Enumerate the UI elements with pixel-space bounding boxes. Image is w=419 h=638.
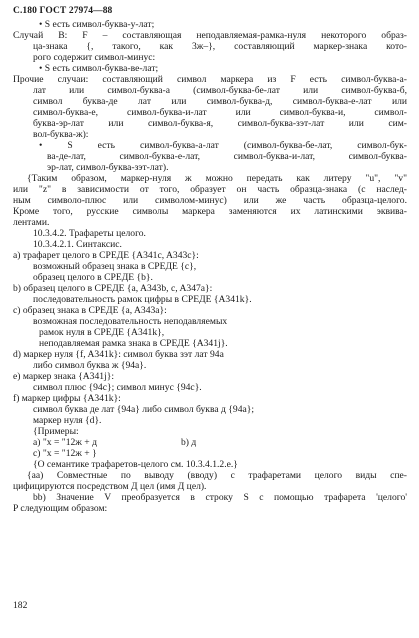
text-line: лат или символ-буква-а (символ-буква-бе-лат или символ-буква-б, — [33, 85, 407, 96]
syntax-rule: d) маркер нуля {f, A341k}: символ буква зэт лат 94a — [13, 349, 224, 360]
text-line: • S есть символ-буква-у-лат; — [39, 19, 155, 30]
example-line: a) "x = "12ж + д b) д — [33, 437, 197, 448]
text-line: вол-буква-ж): — [33, 129, 89, 140]
text-line: ца-знака {, такого, как 3ж–}, составляющий маркер-знака кото- — [33, 41, 407, 52]
text-line: или "z" в зависимости от того, образует он часть образца-знака (с наслед- — [13, 184, 407, 195]
text-line: лентами. — [13, 217, 50, 228]
text-line: символ-буква-е, символ-буква-и-лат или символ-буква-и, символ- — [33, 107, 407, 118]
document-body — [13, 19, 407, 514]
page-number: 182 — [13, 600, 28, 611]
syntax-line: маркер нуля {d}. — [33, 415, 102, 426]
examples-heading: {Примеры: — [33, 426, 79, 437]
text-line: bb) Значение V преобразуется в строку S с помощью трафарета 'целого' — [33, 492, 407, 503]
example-line: c) "x = "12ж + } — [33, 448, 97, 459]
syntax-line: символ плюс {94c}; символ минус {94c}. — [33, 382, 202, 393]
text-line: • S есть символ-буква-ве-лат; — [39, 63, 159, 74]
syntax-rule: f) маркер цифры {A341k}: — [13, 393, 121, 404]
text-line: ным символо-плюс или символом-минус) или же часть образца-целого. — [13, 195, 407, 206]
text-line: {aa) Совместные по выводу (вводу) с трафаретами целого виды спе- — [27, 470, 407, 481]
section-heading: 10.3.4.2.1. Синтаксис. — [33, 239, 122, 250]
text-line: буква-эр-лат или символ-буква-я, символ-буква-зэт-лат или сим- — [33, 118, 407, 129]
note-line: {О семантике трафаретов-целого см. 10.3.4.1.2.е.} — [33, 459, 238, 470]
syntax-line: возможный образец знака в СРЕДЕ {c}, — [33, 261, 197, 272]
syntax-line: неподавляемая рамка знака в СРЕДЕ {A341j}. — [39, 338, 228, 349]
text-line: • S есть символ-буква-а-лат (символ-буква-бе-лат, символ-бук- — [39, 140, 407, 151]
text-line: цифицируются посредством Д цел (имя Д цел). — [13, 481, 207, 492]
syntax-line: возможная последовательность неподавляемых — [33, 316, 228, 327]
syntax-line: рамок нуля в СРЕДЕ {A341k}, — [39, 327, 165, 338]
text-line: эр-лат, символ-буква-зэт-лат). — [47, 162, 169, 173]
text-line: Случай В: F – составляющая неподавляемая-рамка-нуля некоторого образ- — [13, 30, 407, 41]
text-line: Кроме того, русские символы маркера заменяются их латинскими эквива- — [13, 206, 407, 217]
section-heading: 10.3.4.2. Трафареты целого. — [33, 228, 146, 239]
text-line: {Таким образом, маркер-нуля ж можно передать как литеру "u", "v" — [27, 173, 407, 184]
text-line: символ буква-де лат или символ-буква-д, символ-буква-е-лат или — [33, 96, 407, 107]
syntax-rule: a) трафарет целого в СРЕДЕ {A341c, A343c}: — [13, 250, 199, 261]
syntax-line: либо символ буква ж {94a}. — [33, 360, 147, 371]
text-line: рого содержит символ-минус: — [33, 52, 156, 63]
syntax-rule: c) образец знака в СРЕДЕ {a, A343a}: — [13, 305, 167, 316]
syntax-line: символ буква де лат {94a} либо символ буква д {94a}; — [33, 404, 255, 415]
text-line: Прочие случаи: составляющий символ маркера из F есть символ-буква-а- — [13, 74, 407, 85]
text-line: ва-де-лат, символ-буква-е-лат, символ-буква-и-лат, символ-буква- — [47, 151, 407, 162]
syntax-rule: b) образец целого в СРЕДЕ {a, A343b, c, A347a}: — [13, 283, 213, 294]
syntax-line: образец целого в СРЕДЕ {b}. — [33, 272, 153, 283]
syntax-line: последовательность рамок цифры в СРЕДЕ {A341k}. — [33, 294, 252, 305]
syntax-rule: e) маркер знака {A341j}: — [13, 371, 115, 382]
page-header: С.180 ГОСТ 27974—88 — [13, 6, 113, 16]
text-line: P следующим образом: — [13, 503, 108, 514]
